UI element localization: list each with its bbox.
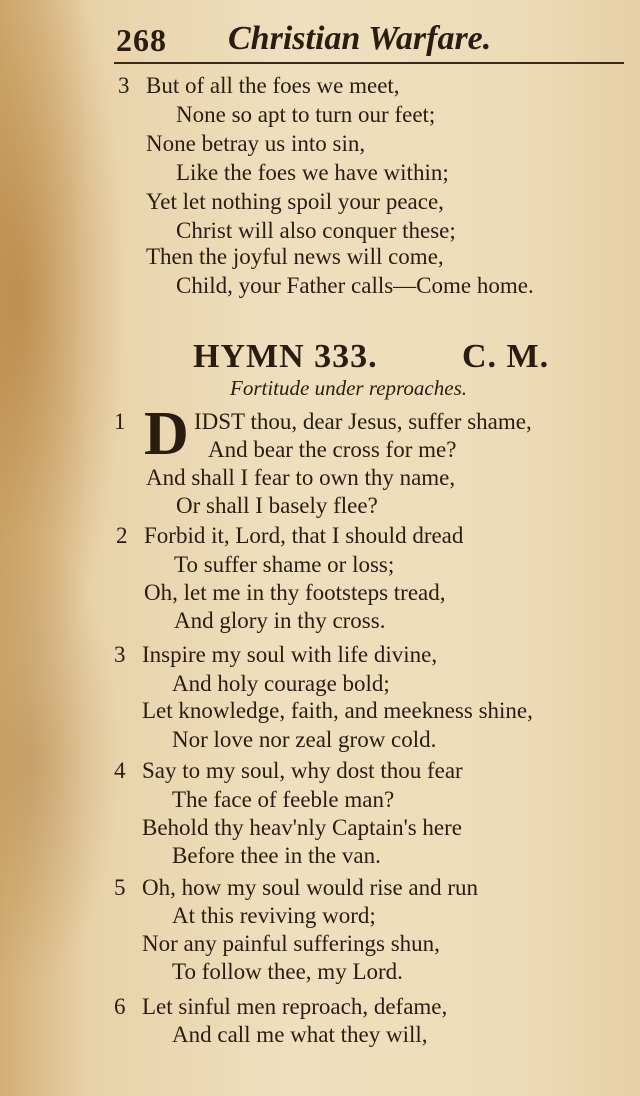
verse-line: None so apt to turn our feet; xyxy=(176,102,436,127)
verse-line: Oh, let me in thy footsteps tread, xyxy=(144,580,446,605)
page-header xyxy=(0,10,640,62)
running-title: Christian Warfare. xyxy=(228,20,492,57)
verse-line: Oh, how my soul would rise and run xyxy=(142,875,479,900)
hymn-subtitle: Fortitude under reproaches. xyxy=(230,376,467,400)
stanza-number: 4 xyxy=(114,758,126,783)
verse-line: Before thee in the van. xyxy=(172,843,381,868)
verse-line: And bear the cross for me? xyxy=(208,437,457,462)
verse-line: Nor love nor zeal grow cold. xyxy=(172,727,437,752)
drop-cap: D xyxy=(144,400,189,468)
stanza-number: 2 xyxy=(116,523,128,548)
verse-line: Let knowledge, faith, and meekness shine, xyxy=(142,698,533,723)
verse-line: And holy courage bold; xyxy=(172,671,390,696)
stanza-number: 3 xyxy=(118,73,130,98)
verse-line: Child, your Father calls—Come home. xyxy=(176,273,534,298)
stanza-number: 5 xyxy=(114,875,126,900)
verse-line: To follow thee, my Lord. xyxy=(172,959,403,984)
verse-line: Let sinful men reproach, defame, xyxy=(142,994,448,1019)
stanza-number: 3 xyxy=(114,642,126,667)
header-rule xyxy=(114,62,624,64)
verse-line: The face of feeble man? xyxy=(172,787,395,812)
verse-line: Then the joyful news will come, xyxy=(146,244,444,269)
verse-line: At this reviving word; xyxy=(172,903,376,928)
verse-line: Like the foes we have within; xyxy=(176,160,449,185)
hymn-title: HYMN 333. xyxy=(193,338,378,375)
verse-line: Yet let nothing spoil your peace, xyxy=(146,189,444,214)
verse-line: Nor any painful sufferings shun, xyxy=(142,931,440,956)
verse-line: Inspire my soul with life divine, xyxy=(142,642,438,667)
page-number: 268 xyxy=(116,22,167,58)
verse-line: And glory in thy cross. xyxy=(174,608,386,633)
verse-line: Christ will also conquer these; xyxy=(176,218,456,243)
verse-line: Say to my soul, why dost thou fear xyxy=(142,758,463,783)
verse-line: To suffer shame or loss; xyxy=(174,552,395,577)
stanza-number: 6 xyxy=(114,994,126,1019)
stanza-number: 1 xyxy=(114,409,126,434)
verse-line: And shall I fear to own thy name, xyxy=(146,465,456,490)
hymn-meter: C. M. xyxy=(462,338,550,375)
verse-line: Forbid it, Lord, that I should dread xyxy=(144,523,464,548)
verse-line: IDST thou, dear Jesus, suffer shame, xyxy=(194,409,532,434)
verse-line: Or shall I basely flee? xyxy=(176,493,378,518)
verse-line: And call me what they will, xyxy=(172,1022,428,1047)
verse-line: But of all the foes we meet, xyxy=(146,73,400,98)
verse-line: Behold thy heav'nly Captain's here xyxy=(142,815,462,840)
verse-line: None betray us into sin, xyxy=(146,131,366,156)
